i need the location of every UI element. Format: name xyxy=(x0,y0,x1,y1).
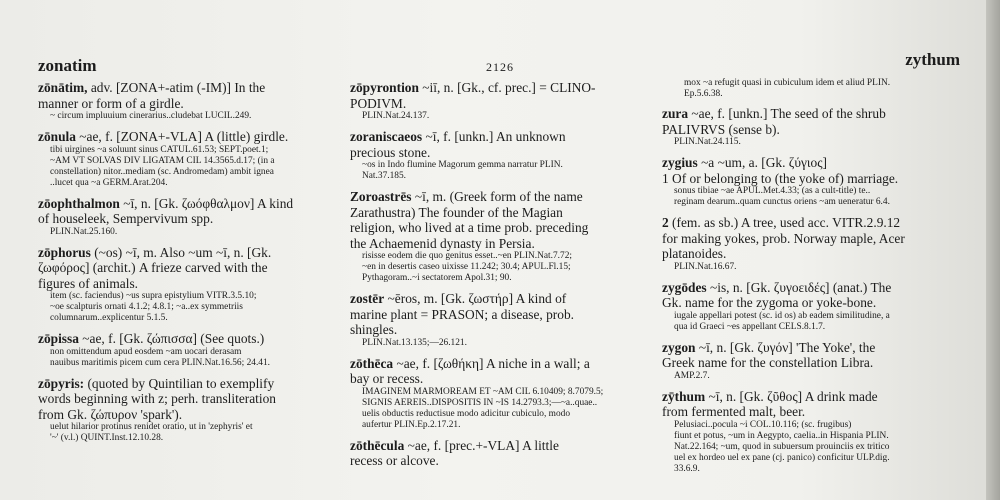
citation-line: nauibus maritimis picem cum cera PLIN.Nat.16.56; 24.41. xyxy=(50,357,271,368)
dictionary-entry xyxy=(350,356,645,431)
dictionary-entry xyxy=(662,215,962,273)
entry-headword-line: zygon ~ī, n. [Gk. ζυγόν] 'The Yoke', the xyxy=(662,339,876,355)
dictionary-entry xyxy=(350,189,645,284)
entry-definition-line: Gk. name for the zygoma or yoke-bone. xyxy=(662,295,877,310)
entry-definition-line: 1 Of or belonging to (the yoke of) marriage. xyxy=(662,170,899,186)
citation-line: sonus tibiae ~ae APUL.Met.4.33; (as a cult-title) te.. xyxy=(674,186,871,196)
headword: zōphorus xyxy=(38,244,91,260)
citation-line: item (sc. faciendus) ~us supra epistylium VITR.3.5.10; xyxy=(50,291,257,301)
entry-definition-line: from Gk. ζώπυρον 'spark'). xyxy=(38,406,183,422)
book-page-edge xyxy=(986,0,1000,500)
entry-headword-line: zōthēcula ~ae, f. [prec.+-VLA] A little xyxy=(350,437,559,453)
citation-line: ~ circum impluuium cinerarius..cludebat LUCIL.249. xyxy=(50,111,252,121)
headword: zōnātim, xyxy=(38,80,88,95)
citation-line: iugale appellari potest (sc. id os) ab eadem similitudine, a xyxy=(674,310,890,321)
citation-line: fiunt et potus, ~um in Aegypto, caelia..in Hispania PLIN. xyxy=(674,430,889,441)
dictionary-entry xyxy=(38,129,332,189)
citation-line: 33.6.9. xyxy=(674,463,700,474)
headword: zȳthum xyxy=(662,388,706,404)
headword: zōthēcula xyxy=(350,437,405,453)
entry-definition-line: religion, who lived at a time prob. preceding xyxy=(350,220,589,235)
citation-line: columnarum..explicentur 5.1.5. xyxy=(50,313,168,323)
citation-line: ~AM VT SOLVAS DIV LIGATAM CIL 14.3565.d.17; (in a xyxy=(50,155,275,166)
entry-definition-line: manner or form of a girdle. xyxy=(38,95,184,111)
dictionary-entry xyxy=(38,376,332,445)
dictionary-entry xyxy=(38,196,332,238)
headword: zygōdes xyxy=(662,279,707,295)
citation-line: PLIN.Nat.24.115. xyxy=(674,137,741,147)
entry-definition-line: Greek name for the constellation Libra. xyxy=(662,355,874,370)
citation-line: PLIN.Nat.13.135;—26.121. xyxy=(362,337,467,348)
entry-headword-line: zygius ~a ~um, a. [Gk. ζύγιος] xyxy=(662,155,827,170)
entry-definition-line: the Achaemenid dynasty in Persia. xyxy=(350,235,535,251)
entry-definition-line: for making yokes, prob. Norway maple, Acer xyxy=(662,230,905,246)
headword: zōpyris: xyxy=(38,375,85,391)
entry-definition-line: ζωφόρος] (archit.) A frieze carved with the xyxy=(38,260,268,275)
citation-line: AMP.2.7. xyxy=(674,370,710,381)
citation-line: SIGNIS AEREIS..DISPOSITIS IN ~IS 14.2793.3;—~a..quae.. xyxy=(362,397,598,408)
continued-citation-line: Ep.5.6.38. xyxy=(684,89,723,99)
headword: zōophthalmon xyxy=(38,195,120,211)
citation-line: reginam dearum..quam cunctus oriens ~am ueneratur 6.4. xyxy=(674,197,890,207)
entry-headword-line: zōophthalmon ~ī, n. [Gk. ζωόφθαλμον] A kind xyxy=(38,195,294,211)
page-number: 2126 xyxy=(486,60,514,74)
citation-line: qua id Graeci ~es appellant CELS.8.1.7. xyxy=(674,321,826,332)
entry-headword-line: zōpissa ~ae, f. [Gk. ζώπισσα] (See quots.) xyxy=(38,331,265,346)
entry-headword-line: zōthēca ~ae, f. [ζωθήκη] A niche in a wall; a xyxy=(350,355,590,371)
citation-line: '~' (v.l.) QUINT.Inst.12.10.28. xyxy=(50,433,164,443)
running-head-left: zonatim xyxy=(38,56,97,75)
headword: zostēr xyxy=(350,291,385,306)
entry-definition-line: of houseleek, Sempervivum spp. xyxy=(38,211,214,226)
column-2 xyxy=(350,80,645,476)
entry-definition-line: figures of animals. xyxy=(38,275,139,291)
entry-headword-line: zōnula ~ae, f. [ZONA+-VLA] A (little) girdle. xyxy=(38,129,289,144)
citation-line: aufertur PLIN.Ep.2.17.21. xyxy=(362,419,461,430)
headword: zōpyrontion xyxy=(350,80,419,95)
dictionary-entry xyxy=(662,340,962,382)
entry-headword-line: zostēr ~ēros, m. [Gk. ζωστήρ] A kind of xyxy=(350,291,567,306)
entry-definition-line: PALIVRVS (sense b). xyxy=(662,121,780,137)
headword: zōthēca xyxy=(350,355,394,371)
continued-citation-line: mox ~a refugit quasi in cubiculum idem et aliud PLIN. xyxy=(684,78,891,88)
citation-line: non omittendum apud eosdem ~am uocari derasam xyxy=(50,346,242,357)
headword: zygius xyxy=(662,155,698,170)
entry-headword-line: zura ~ae, f. [unkn.] The seed of the shrub xyxy=(662,106,886,121)
headword: zōnula xyxy=(38,129,76,144)
entry-headword-line: zygōdes ~is, n. [Gk. ζυγοειδές] (anat.) The xyxy=(662,279,892,295)
citation-line: PLIN.Nat.24.137. xyxy=(362,111,430,121)
entry-headword-line: 2 (fem. as sb.) A tree, used acc. VITR.2.9.12 xyxy=(662,215,901,230)
entry-definition-line: marine plant = PRASON; a disease, prob. xyxy=(350,306,574,322)
dictionary-entry xyxy=(662,155,962,208)
dictionary-entry xyxy=(350,129,645,182)
citation-line: uelut hilarior protinus renidet oratio, ut in 'zephyris' et xyxy=(50,422,253,432)
citation-line: Pelusiaci..pocula ~i COL.10.116; (sc. frugibus) xyxy=(674,419,852,430)
dictionary-entry xyxy=(38,80,332,122)
entry-definition-line: Zarathustra) The founder of the Magian xyxy=(350,204,563,220)
headword: 2 xyxy=(662,215,669,230)
citation-line: PLIN.Nat.16.67. xyxy=(674,261,737,272)
entry-headword-line: Zoroastrēs ~ī, m. (Greek form of the name xyxy=(350,189,583,204)
dictionary-entry xyxy=(662,280,962,333)
dictionary-entry xyxy=(350,291,645,349)
citation-line: IMAGINEM MARMOREAM ET ~AM CIL 6.10409; 8.7079.5; xyxy=(362,386,604,397)
headword: zōpissa xyxy=(38,331,79,346)
citation-line: Pythagoram..~i sectatorem Apol.31; 90. xyxy=(362,273,512,283)
dictionary-entry xyxy=(662,389,962,475)
citation-line: risisse eodem die quo genitus esset..~en PLIN.Nat.7.72; xyxy=(362,251,572,261)
column-3 xyxy=(662,78,962,482)
column-1 xyxy=(38,80,332,451)
entry-definition-line: precious stone. xyxy=(350,144,431,160)
entry-definition-line: from fermented malt, beer. xyxy=(662,404,806,419)
entry-headword-line: zōnātim, adv. [ZONA+-atim (-IM)] In the xyxy=(38,80,266,95)
entry-headword-line: zōpyrontion ~iī, n. [Gk., cf. prec.] = CLINO- xyxy=(350,80,596,95)
citation-line: ..lucet qua ~a GERM.Arat.204. xyxy=(50,177,168,188)
citation-line: ~oe scalpturis ornati 4.1.2; 4.8.1; ~a..ex symmetriis xyxy=(50,302,243,312)
citation-line: uel ex hordeo uel ex pane (cj. panico) conficitur ULP.dig. xyxy=(674,452,890,463)
headword: Zoroastrēs xyxy=(350,189,412,204)
citation-line: ~en in desertis caseo uixisse 11.242; 30.4; APUL.Fl.15; xyxy=(362,262,571,272)
dictionary-entry xyxy=(38,245,332,325)
entry-headword-line: zōpyris: (quoted by Quintilian to exemplify xyxy=(38,375,275,391)
citation-line: tibi uirgines ~a soluunt sinus CATUL.61.53; SEPT.poet.1; xyxy=(50,144,269,155)
entry-definition-line: words beginning with z; perh. transliteration xyxy=(38,391,277,406)
entry-definition-line: PODIVM. xyxy=(350,95,407,111)
entry-definition-line: platanoides. xyxy=(662,246,727,261)
citation-line: PLIN.Nat.25.160. xyxy=(50,226,118,237)
headword: zoraniscaeos xyxy=(350,129,423,144)
citation-line: uelis obductis reductisue modo adicitur cubiculo, modo xyxy=(362,408,571,419)
citation-line: ~os in Indo flumine Magorum gemma narratur PLIN. xyxy=(362,160,563,170)
citation-line: constellation) nitor..mediam (sc. Andromedam) ambit ignea xyxy=(50,166,274,177)
dictionary-entry xyxy=(662,106,962,148)
entry-definition-line: recess or alcove. xyxy=(350,453,439,468)
dictionary-entry xyxy=(350,438,645,469)
running-head-right: zythum xyxy=(905,50,960,69)
entry-headword-line: zōphorus (~os) ~ī, m. Also ~um ~ī, n. [Gk. xyxy=(38,244,272,260)
citation-line: Nat.22.164; ~um, quod in subuersum prouinciis ex tritico xyxy=(674,441,890,452)
dictionary-entry xyxy=(38,331,332,369)
entry-headword-line: zȳthum ~ī, n. [Gk. ζῦθος] A drink made xyxy=(662,388,878,404)
headword: zygon xyxy=(662,339,696,355)
headword: zura xyxy=(662,106,689,121)
dictionary-entry xyxy=(350,80,645,122)
entry-definition-line: shingles. xyxy=(350,322,398,337)
entry-headword-line: zoraniscaeos ~ī, f. [unkn.] An unknown xyxy=(350,129,566,144)
citation-line: Nat.37.185. xyxy=(362,171,407,181)
entry-definition-line: bay or recess. xyxy=(350,371,424,386)
